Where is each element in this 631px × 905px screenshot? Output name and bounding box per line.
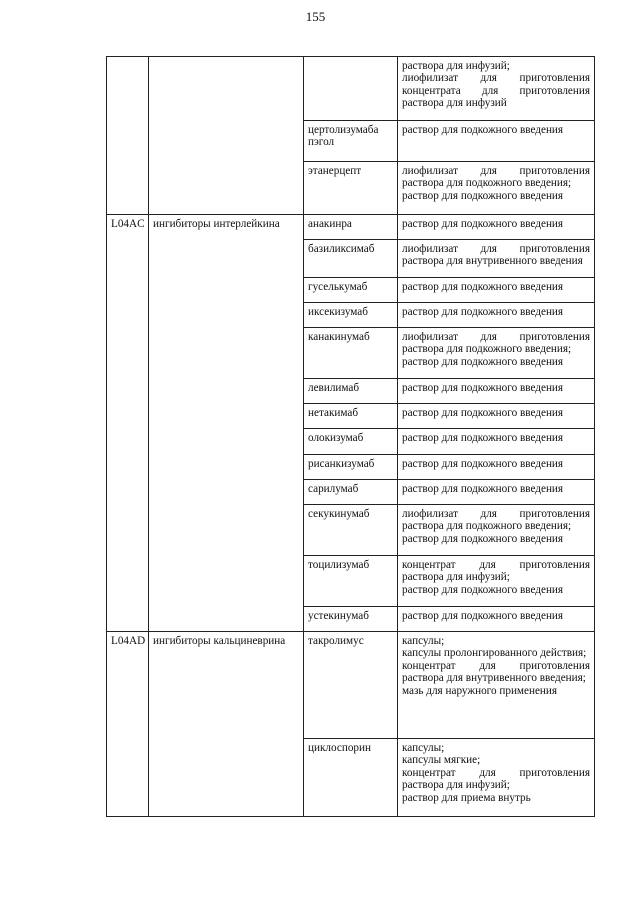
dosage-form: раствор для подкожного введения [402, 281, 564, 293]
drug-name-cell: рисанкизумаб [304, 455, 398, 480]
dosage-forms-cell [398, 328, 595, 379]
dosage-forms-cell [398, 57, 595, 121]
drug-name-cell: олокизумаб [304, 429, 398, 455]
dosage-forms-cell [398, 162, 595, 215]
dosage-forms-cell [398, 505, 595, 556]
dosage-forms-cell [398, 556, 595, 607]
dosage-form: капсулы мягкие; [402, 754, 481, 767]
table-row [107, 215, 595, 240]
dosage-form: раствор для подкожного введения [402, 382, 564, 394]
drug-name-cell: гуселькумаб [304, 278, 398, 303]
dosage-form: капсулы; [402, 742, 445, 754]
dosage-form: лиофилизат для приготовления концентрата для приготовления раствора для инфузий [402, 72, 590, 110]
dosage-form: раствора для инфузий; [402, 60, 510, 72]
dosage-forms-cell [398, 240, 595, 278]
dosage-form: концентрат для приготовления раствора для внутривенного введения; [402, 659, 590, 685]
drug-name-cell: секукинумаб [304, 505, 398, 556]
dosage-forms-cell [398, 278, 595, 303]
page-number: 155 [305, 9, 326, 24]
atc-code-cell: L04AD [107, 632, 149, 817]
drug-name-cell: анакинра [304, 215, 398, 240]
drug-name-cell: тоцилизумаб [304, 556, 398, 607]
atc-code-cell [107, 57, 149, 215]
drug-name-cell: этанерцепт [304, 162, 398, 215]
group-cell [149, 57, 304, 215]
dosage-forms-cell [398, 121, 595, 162]
drug-name-cell: цертолизумаба пэгол [304, 121, 398, 162]
dosage-form: раствор для подкожного введения [402, 432, 564, 444]
dosage-form: раствор для подкожного введения [402, 124, 564, 136]
dosage-form: раствор для приема внутрь [402, 791, 531, 804]
drug-name-cell: иксекизумаб [304, 303, 398, 328]
dosage-forms-cell [398, 379, 595, 404]
dosage-form: раствор для подкожного введения [402, 583, 564, 596]
dosage-form: раствор для подкожного введения [402, 355, 564, 368]
drug-name-cell: канакинумаб [304, 328, 398, 379]
dosage-forms-cell [398, 429, 595, 455]
dosage-forms-cell [398, 404, 595, 429]
table-row [107, 632, 595, 739]
dosage-forms-cell [398, 632, 595, 739]
drug-name-cell [304, 57, 398, 121]
dosage-forms-cell [398, 215, 595, 240]
drug-name-cell: такролимус [304, 632, 398, 739]
dosage-form: раствор для подкожного введения [402, 189, 564, 202]
dosage-form: лиофилизат для приготовления раствора для подкожного введения; [402, 165, 590, 190]
drug-name-cell: базиликсимаб [304, 240, 398, 278]
dosage-forms-cell [398, 455, 595, 480]
table-row [107, 57, 595, 121]
drug-name-cell: циклоспорин [304, 739, 398, 817]
drug-name-cell: нетакимаб [304, 404, 398, 429]
dosage-form: концентрат для приготовления раствора для инфузий; [402, 766, 590, 792]
dosage-form: капсулы пролонгированного действия; [402, 647, 587, 660]
dosage-form: раствор для подкожного введения [402, 218, 564, 230]
group-cell: ингибиторы кальциневрина [149, 632, 304, 817]
dosage-form: раствор для подкожного введения [402, 483, 564, 495]
dosage-form: мазь для наружного применения [402, 684, 558, 697]
dosage-forms-cell [398, 739, 595, 817]
atc-code-cell: L04AC [107, 215, 149, 632]
dosage-form: раствор для подкожного введения [402, 407, 564, 419]
dosage-forms-cell [398, 607, 595, 632]
dosage-form: раствор для подкожного введения [402, 306, 564, 318]
dosage-form: раствор для подкожного введения [402, 610, 564, 622]
dosage-form: концентрат для приготовления раствора для инфузий; [402, 559, 590, 584]
drug-table [106, 56, 595, 817]
dosage-form: раствор для подкожного введения [402, 532, 564, 545]
dosage-forms-cell [398, 303, 595, 328]
group-cell: ингибиторы интерлейкина [149, 215, 304, 632]
dosage-form: лиофилизат для приготовления раствора для подкожного введения; [402, 331, 590, 356]
dosage-form: лиофилизат для приготовления раствора для внутривенного введения [402, 243, 590, 268]
drug-name-cell: левилимаб [304, 379, 398, 404]
drug-name-cell: устекинумаб [304, 607, 398, 632]
dosage-form: раствор для подкожного введения [402, 458, 564, 470]
dosage-form: капсулы; [402, 635, 445, 647]
dosage-form: лиофилизат для приготовления раствора для подкожного введения; [402, 508, 590, 533]
dosage-forms-cell [398, 480, 595, 505]
drug-name-cell: сарилумаб [304, 480, 398, 505]
